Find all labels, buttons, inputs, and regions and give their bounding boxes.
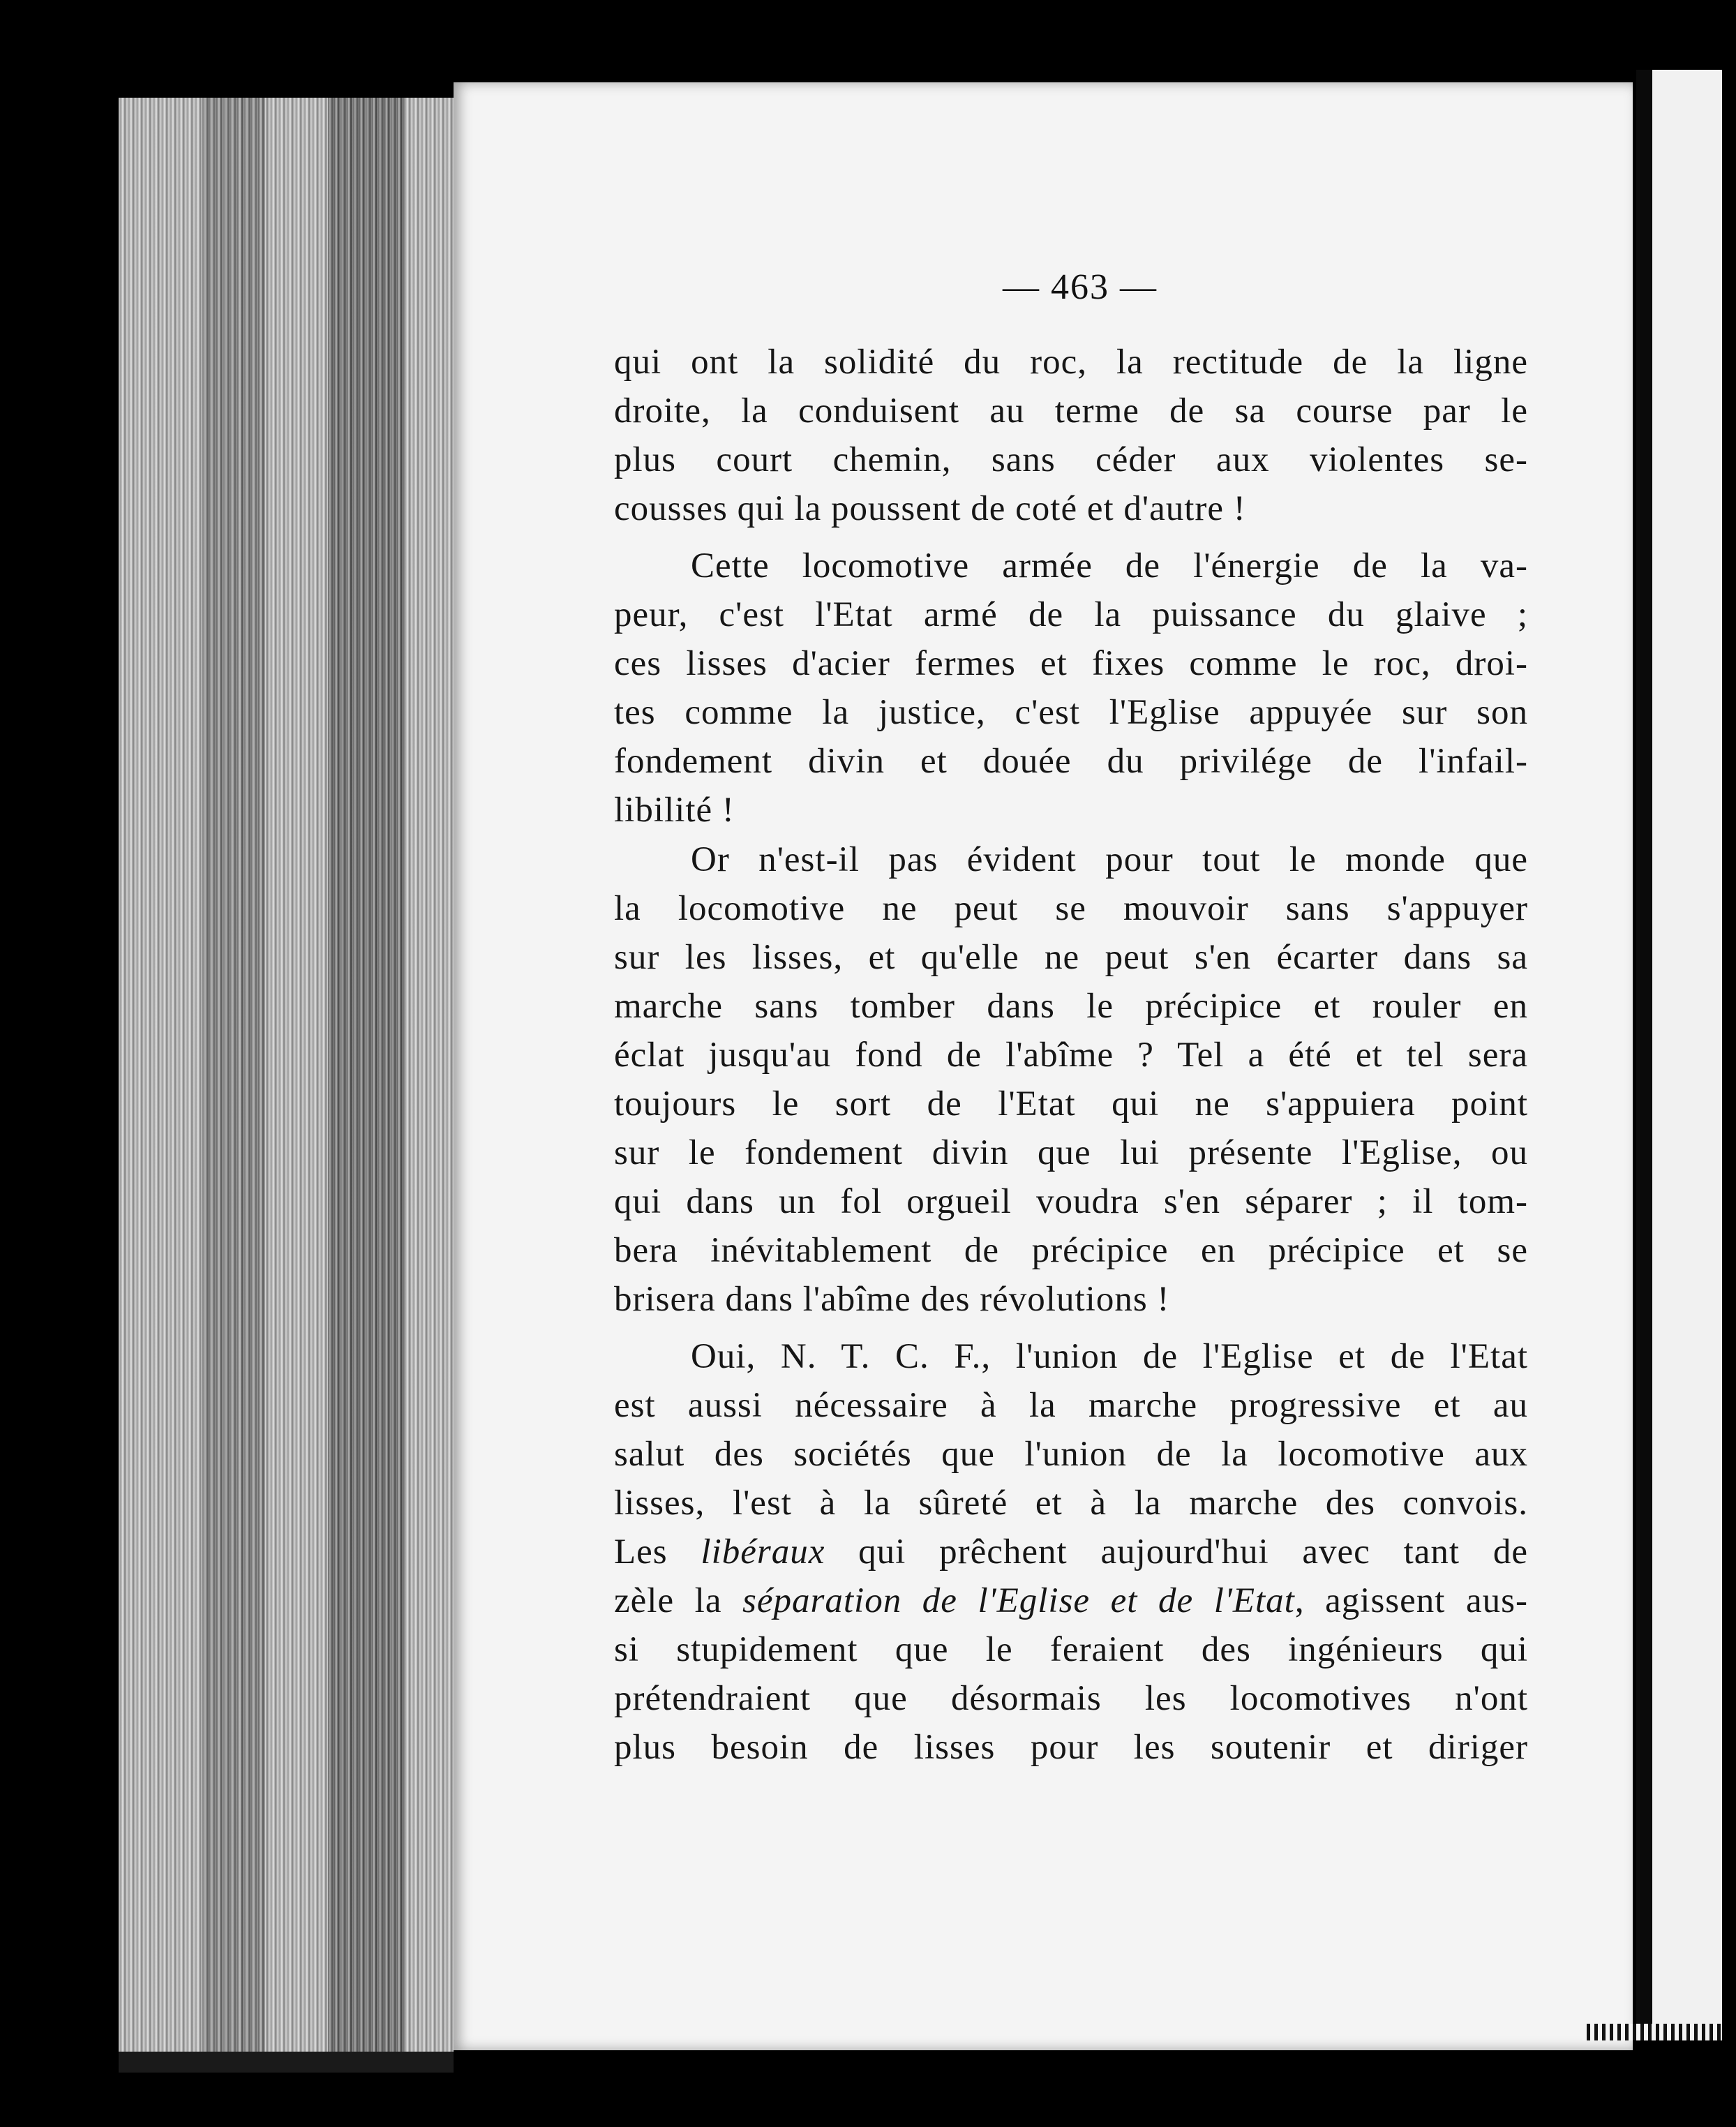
text-line: est aussi nécessaire à la marche progressive et au	[614, 1386, 1528, 1425]
text-line: toujours le sort de l'Etat qui ne s'appuiera point	[614, 1084, 1528, 1124]
text-line: Cette locomotive armée de l'énergie de la va-	[691, 546, 1528, 585]
text-line: fondement divin et douée du privilége de l'infail-	[614, 742, 1528, 781]
text-line: tes comme la justice, c'est l'Eglise appuyée sur son	[614, 693, 1528, 732]
text-line	[614, 1576, 1528, 1625]
text-line: qui dans un fol orgueil voudra s'en séparer ; il tom-	[614, 1182, 1528, 1221]
body-text	[614, 338, 1528, 1772]
text-line: qui ont la solidité du roc, la rectitude de la ligne	[614, 343, 1528, 382]
text-line: sur le fondement divin que lui présente l'Eglise, ou	[614, 1133, 1528, 1172]
text-line: salut des sociétés que l'union de la locomotive aux	[614, 1435, 1528, 1474]
text-line: marche sans tomber dans le précipice et rouler en	[614, 987, 1528, 1026]
text-line: brisera dans l'abîme des révolutions !	[614, 1280, 1170, 1319]
text-run: qui prêchent aujourd'hui avec tant de	[825, 1532, 1528, 1572]
text-line: prétendraient que désormais les locomotives n'ont	[614, 1679, 1528, 1718]
text-line: cousses qui la poussent de coté et d'autre !	[614, 489, 1246, 528]
page-edge-band	[202, 98, 265, 2052]
book-bottom-edge	[119, 2052, 454, 2073]
paragraph	[614, 835, 1528, 1324]
paragraph	[614, 338, 1528, 533]
page-edge-band	[328, 98, 405, 2052]
text-run: , agissent aus-	[1294, 1581, 1528, 1620]
text-line: droite, la conduisent au terme de sa course par le	[614, 391, 1528, 431]
italic-text-run: séparation de l'Eglise et de l'Etat	[742, 1581, 1295, 1620]
text-line: plus besoin de lisses pour les soutenir et diriger	[614, 1728, 1528, 1767]
paragraph	[614, 1332, 1528, 1772]
text-line: plus court chemin, sans céder aux violentes se-	[614, 440, 1528, 479]
text-line: Or n'est-il pas évident pour tout le monde que	[691, 840, 1528, 879]
text-line: lisses, l'est à la sûreté et à la marche des convois.	[614, 1484, 1528, 1523]
text-line: libilité !	[614, 791, 735, 830]
page-number: — 463 —	[1003, 267, 1158, 307]
book-spine-shadow	[1636, 70, 1653, 2038]
text-run: zèle la	[614, 1581, 743, 1620]
text-line: ces lisses d'acier fermes et fixes comme le roc, droi-	[614, 644, 1528, 683]
facing-page-edge-ticks	[1582, 2024, 1722, 2040]
text-line: bera inévitablement de précipice en précipice et se	[614, 1231, 1528, 1270]
paragraph	[614, 542, 1528, 835]
facing-page-edge	[1652, 70, 1722, 2038]
italic-text-run: libéraux	[701, 1532, 825, 1572]
book-page-edges	[119, 98, 454, 2052]
text-line: Oui, N. T. C. F., l'union de l'Eglise et de l'Etat	[691, 1337, 1528, 1376]
text-line: la locomotive ne peut se mouvoir sans s'appuyer	[614, 889, 1528, 928]
text-line: éclat jusqu'au fond de l'abîme ? Tel a été et tel sera	[614, 1036, 1528, 1075]
text-line: si stupidement que le feraient des ingénieurs qui	[614, 1630, 1528, 1669]
text-line: peur, c'est l'Etat armé de la puissance du glaive ;	[614, 595, 1528, 634]
text-line: sur les lisses, et qu'elle ne peut s'en écarter dans sa	[614, 938, 1528, 977]
text-run: Les	[614, 1532, 701, 1572]
text-line	[614, 1528, 1528, 1576]
